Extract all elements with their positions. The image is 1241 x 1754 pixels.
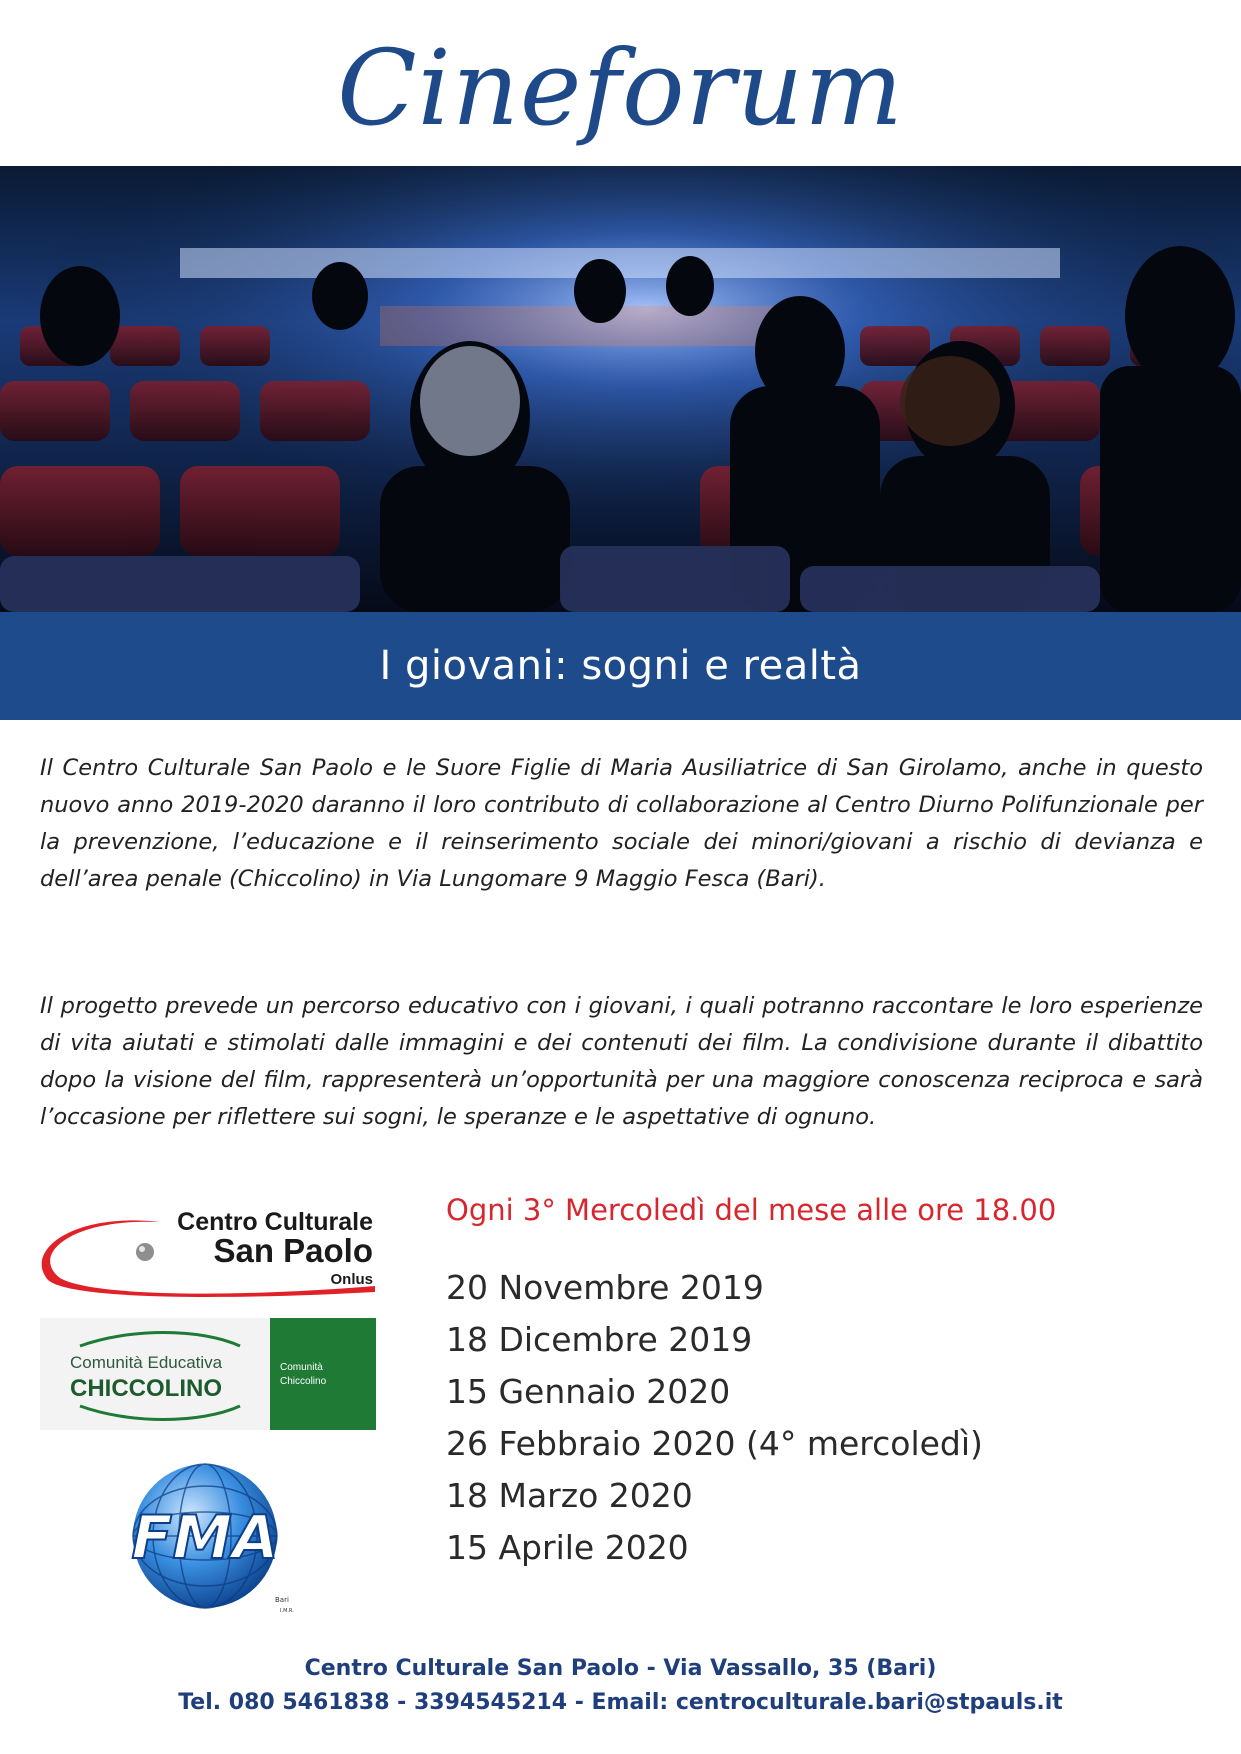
- fma-letters: FMA: [131, 1503, 279, 1573]
- page-title: Cineforum: [337, 27, 904, 149]
- schedule-heading: Ogni 3° Mercoledì del mese alle ore 18.00: [446, 1193, 1057, 1227]
- chiccolino-badge2: Chiccolino: [280, 1376, 327, 1387]
- date-item: 15 Aprile 2020: [446, 1528, 689, 1567]
- cinema-audience-photo: [0, 166, 1241, 612]
- san-paolo-line3: Onlus: [330, 1271, 373, 1288]
- chiccolino-line1: Comunità Educativa: [70, 1353, 223, 1372]
- project-paragraph: Il progetto prevede un percorso educativo con i giovani, i quali potranno raccontare le loro esperienze di vita aiutati e stimolati dalle immagini e dei contenuti dei film. La condivisione durante il dibattito dopo la visione del film, rappresenterà un’opportunità per una maggiore conoscenza reciproca e sarà l’occasione per riflettere sui sogni, le speranze e le aspettative di ognuno.: [40, 993, 1203, 1130]
- footer-contacts: Tel. 080 5461838 - 3394545214 - Email: centroculturale.bari@stpauls.it: [178, 1690, 1063, 1715]
- date-item: 18 Marzo 2020: [446, 1476, 693, 1515]
- footer-address: Centro Culturale San Paolo - Via Vassallo, 35 (Bari): [304, 1656, 937, 1681]
- dates-list: [446, 1262, 983, 1574]
- date-item: 20 Novembre 2019: [446, 1268, 764, 1307]
- chiccolino-line2: CHICCOLINO: [70, 1375, 222, 1402]
- fma-note: I.M.R.: [280, 1608, 294, 1614]
- fma-logo: [120, 1458, 320, 1618]
- san-paolo-logo: [30, 1200, 380, 1300]
- chiccolino-logo: [40, 1318, 376, 1430]
- date-item: 18 Dicembre 2019: [446, 1320, 753, 1359]
- chiccolino-badge1: Comunità: [280, 1362, 323, 1373]
- san-paolo-line1: Centro Culturale: [177, 1208, 373, 1236]
- subtitle-band: [0, 612, 1241, 720]
- date-item: 15 Gennaio 2020: [446, 1372, 731, 1411]
- fma-city: Bari: [275, 1596, 289, 1604]
- intro-paragraph: Il Centro Culturale San Paolo e le Suore Figlie di Maria Ausiliatrice di San Girolamo, anche in questo nuovo anno 2019-2020 daranno il loro contributo di collaborazione al Centro Diurno Polifunzionale per la prevenzione, l’educazione e il reinserimento sociale dei minori/giovani a rischio di devianza e dell’area penale (Chiccolino) in Via Lungomare 9 Maggio Fesca (Bari).: [40, 755, 1203, 892]
- subtitle: I giovani: sogni e realtà: [379, 643, 862, 689]
- san-paolo-line2: San Paolo: [213, 1232, 373, 1269]
- date-item: 26 Febbraio 2020 (4° mercoledì): [446, 1424, 983, 1463]
